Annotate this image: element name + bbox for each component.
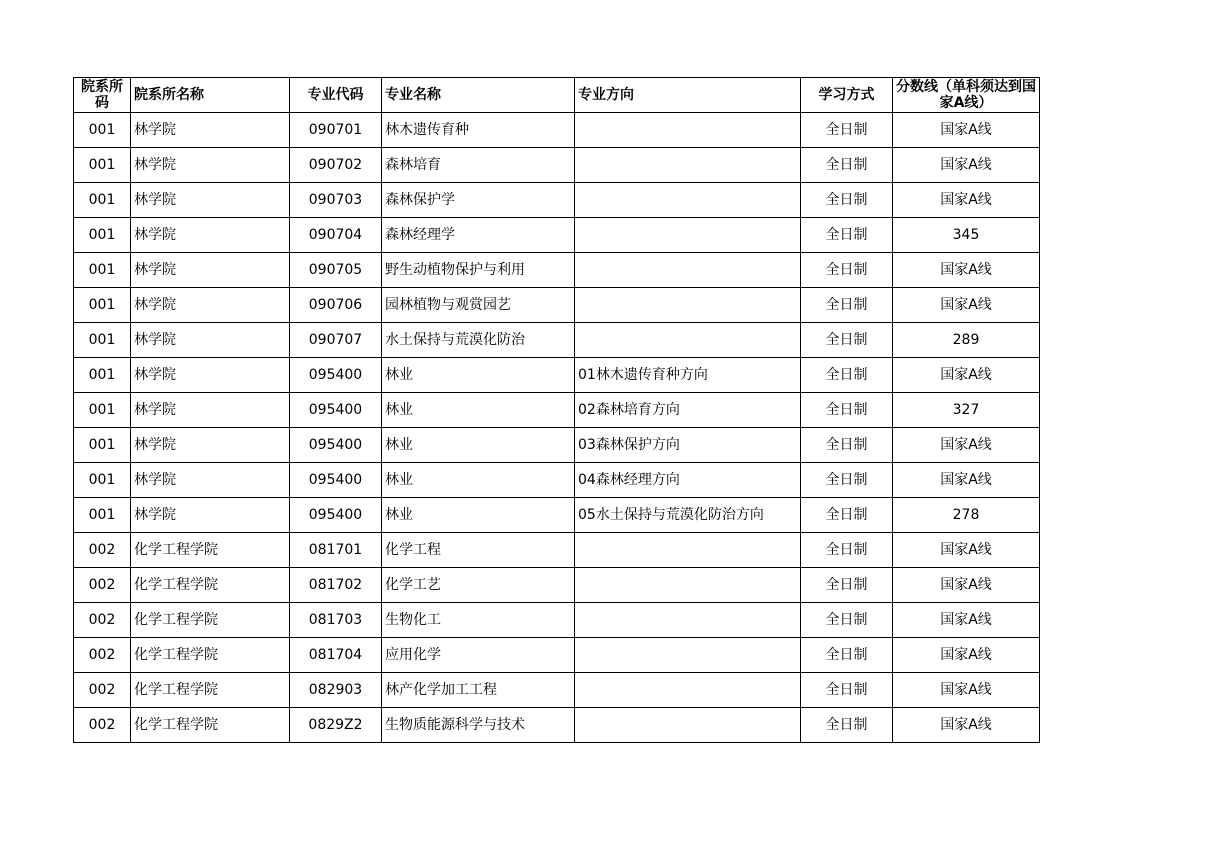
cell-major-code: 095400	[290, 358, 382, 393]
cell-major-name: 林业	[382, 358, 575, 393]
cell-score-line: 国家A线	[893, 358, 1040, 393]
cell-major-name: 森林培育	[382, 148, 575, 183]
table-row	[74, 708, 1040, 743]
cell-score-line: 国家A线	[893, 113, 1040, 148]
cell-study-mode: 全日制	[801, 428, 893, 463]
cell-major-name: 化学工艺	[382, 568, 575, 603]
score-table	[73, 77, 1040, 743]
cell-study-mode: 全日制	[801, 533, 893, 568]
table-row	[74, 568, 1040, 603]
cell-dept-name: 林学院	[131, 288, 290, 323]
table-row	[74, 218, 1040, 253]
cell-dept-name: 林学院	[131, 498, 290, 533]
cell-score-line: 国家A线	[893, 183, 1040, 218]
table-row	[74, 288, 1040, 323]
cell-direction: 01林木遗传育种方向	[575, 358, 801, 393]
cell-study-mode: 全日制	[801, 253, 893, 288]
cell-dept-code: 002	[74, 708, 131, 743]
cell-study-mode: 全日制	[801, 148, 893, 183]
cell-dept-code: 001	[74, 358, 131, 393]
cell-dept-name: 林学院	[131, 323, 290, 358]
cell-direction	[575, 288, 801, 323]
cell-direction: 02森林培育方向	[575, 393, 801, 428]
cell-dept-code: 001	[74, 323, 131, 358]
cell-dept-code: 002	[74, 533, 131, 568]
cell-score-line: 国家A线	[893, 533, 1040, 568]
cell-major-code: 090707	[290, 323, 382, 358]
cell-score-line: 国家A线	[893, 428, 1040, 463]
cell-dept-name: 林学院	[131, 393, 290, 428]
cell-major-code: 081701	[290, 533, 382, 568]
cell-major-code: 095400	[290, 393, 382, 428]
cell-major-name: 林业	[382, 393, 575, 428]
table-row	[74, 113, 1040, 148]
header-dept-code: 院系所码	[74, 78, 131, 113]
table-row	[74, 323, 1040, 358]
cell-dept-code: 001	[74, 253, 131, 288]
cell-score-line: 289	[893, 323, 1040, 358]
cell-dept-code: 001	[74, 428, 131, 463]
cell-dept-name: 林学院	[131, 113, 290, 148]
cell-direction	[575, 253, 801, 288]
cell-dept-code: 002	[74, 603, 131, 638]
table-row	[74, 638, 1040, 673]
table-row	[74, 253, 1040, 288]
cell-dept-code: 001	[74, 113, 131, 148]
cell-major-name: 林产化学加工工程	[382, 673, 575, 708]
table-row	[74, 183, 1040, 218]
cell-direction	[575, 148, 801, 183]
cell-study-mode: 全日制	[801, 323, 893, 358]
cell-major-name: 野生动植物保护与利用	[382, 253, 575, 288]
cell-score-line: 国家A线	[893, 603, 1040, 638]
cell-study-mode: 全日制	[801, 603, 893, 638]
cell-direction	[575, 708, 801, 743]
cell-dept-name: 林学院	[131, 218, 290, 253]
cell-direction	[575, 638, 801, 673]
cell-study-mode: 全日制	[801, 568, 893, 603]
cell-dept-name: 林学院	[131, 463, 290, 498]
header-score-line: 分数线（单科须达到国家A线）	[893, 78, 1040, 113]
cell-study-mode: 全日制	[801, 183, 893, 218]
cell-direction	[575, 568, 801, 603]
cell-dept-name: 化学工程学院	[131, 708, 290, 743]
cell-direction: 04森林经理方向	[575, 463, 801, 498]
cell-major-code: 081704	[290, 638, 382, 673]
cell-dept-name: 林学院	[131, 148, 290, 183]
cell-major-code: 095400	[290, 498, 382, 533]
cell-score-line: 国家A线	[893, 288, 1040, 323]
cell-dept-code: 001	[74, 463, 131, 498]
header-major-name: 专业名称	[382, 78, 575, 113]
cell-major-code: 090704	[290, 218, 382, 253]
cell-score-line: 345	[893, 218, 1040, 253]
table-row	[74, 358, 1040, 393]
table-row	[74, 428, 1040, 463]
cell-score-line: 国家A线	[893, 708, 1040, 743]
cell-major-code: 090701	[290, 113, 382, 148]
cell-direction	[575, 183, 801, 218]
cell-study-mode: 全日制	[801, 358, 893, 393]
cell-direction: 05水土保持与荒漠化防治方向	[575, 498, 801, 533]
cell-dept-name: 化学工程学院	[131, 673, 290, 708]
cell-score-line: 327	[893, 393, 1040, 428]
table-body	[74, 113, 1040, 743]
cell-major-name: 水土保持与荒漠化防治	[382, 323, 575, 358]
cell-major-code: 081702	[290, 568, 382, 603]
cell-major-name: 林业	[382, 428, 575, 463]
cell-dept-name: 化学工程学院	[131, 533, 290, 568]
cell-score-line: 国家A线	[893, 463, 1040, 498]
cell-dept-code: 001	[74, 288, 131, 323]
table-row	[74, 533, 1040, 568]
header-study-mode: 学习方式	[801, 78, 893, 113]
cell-dept-code: 002	[74, 638, 131, 673]
cell-study-mode: 全日制	[801, 498, 893, 533]
cell-dept-code: 002	[74, 673, 131, 708]
cell-study-mode: 全日制	[801, 393, 893, 428]
cell-dept-code: 001	[74, 148, 131, 183]
cell-major-name: 生物化工	[382, 603, 575, 638]
cell-score-line: 国家A线	[893, 638, 1040, 673]
cell-study-mode: 全日制	[801, 638, 893, 673]
cell-major-code: 095400	[290, 463, 382, 498]
cell-dept-code: 001	[74, 498, 131, 533]
cell-major-name: 园林植物与观赏园艺	[382, 288, 575, 323]
cell-major-name: 森林保护学	[382, 183, 575, 218]
table-row	[74, 148, 1040, 183]
cell-major-code: 082903	[290, 673, 382, 708]
cell-major-code: 090703	[290, 183, 382, 218]
cell-major-name: 森林经理学	[382, 218, 575, 253]
header-direction: 专业方向	[575, 78, 801, 113]
cell-dept-name: 化学工程学院	[131, 638, 290, 673]
cell-score-line: 国家A线	[893, 253, 1040, 288]
cell-direction	[575, 603, 801, 638]
header-major-code: 专业代码	[290, 78, 382, 113]
cell-dept-code: 001	[74, 218, 131, 253]
cell-direction	[575, 113, 801, 148]
table-row	[74, 463, 1040, 498]
cell-dept-code: 001	[74, 183, 131, 218]
cell-direction	[575, 323, 801, 358]
cell-study-mode: 全日制	[801, 288, 893, 323]
cell-direction	[575, 533, 801, 568]
cell-dept-name: 林学院	[131, 358, 290, 393]
cell-direction	[575, 218, 801, 253]
cell-dept-code: 002	[74, 568, 131, 603]
cell-dept-code: 001	[74, 393, 131, 428]
cell-major-name: 林业	[382, 498, 575, 533]
table-row	[74, 673, 1040, 708]
cell-direction: 03森林保护方向	[575, 428, 801, 463]
cell-study-mode: 全日制	[801, 113, 893, 148]
table-row	[74, 393, 1040, 428]
cell-major-code: 095400	[290, 428, 382, 463]
cell-direction	[575, 673, 801, 708]
cell-study-mode: 全日制	[801, 218, 893, 253]
cell-dept-name: 化学工程学院	[131, 603, 290, 638]
cell-major-code: 081703	[290, 603, 382, 638]
cell-dept-name: 林学院	[131, 428, 290, 463]
admission-score-sheet	[73, 77, 1040, 743]
cell-dept-name: 化学工程学院	[131, 568, 290, 603]
cell-major-code: 090702	[290, 148, 382, 183]
cell-major-name: 生物质能源科学与技术	[382, 708, 575, 743]
cell-score-line: 国家A线	[893, 673, 1040, 708]
cell-major-name: 林木遗传育种	[382, 113, 575, 148]
cell-major-name: 林业	[382, 463, 575, 498]
cell-dept-name: 林学院	[131, 253, 290, 288]
cell-study-mode: 全日制	[801, 463, 893, 498]
cell-study-mode: 全日制	[801, 708, 893, 743]
header-dept-name: 院系所名称	[131, 78, 290, 113]
cell-score-line: 国家A线	[893, 568, 1040, 603]
cell-score-line: 278	[893, 498, 1040, 533]
cell-major-code: 0829Z2	[290, 708, 382, 743]
cell-dept-name: 林学院	[131, 183, 290, 218]
header-row	[74, 78, 1040, 113]
cell-major-code: 090706	[290, 288, 382, 323]
cell-score-line: 国家A线	[893, 148, 1040, 183]
cell-major-name: 应用化学	[382, 638, 575, 673]
cell-major-code: 090705	[290, 253, 382, 288]
cell-study-mode: 全日制	[801, 673, 893, 708]
table-row	[74, 498, 1040, 533]
cell-major-name: 化学工程	[382, 533, 575, 568]
table-row	[74, 603, 1040, 638]
